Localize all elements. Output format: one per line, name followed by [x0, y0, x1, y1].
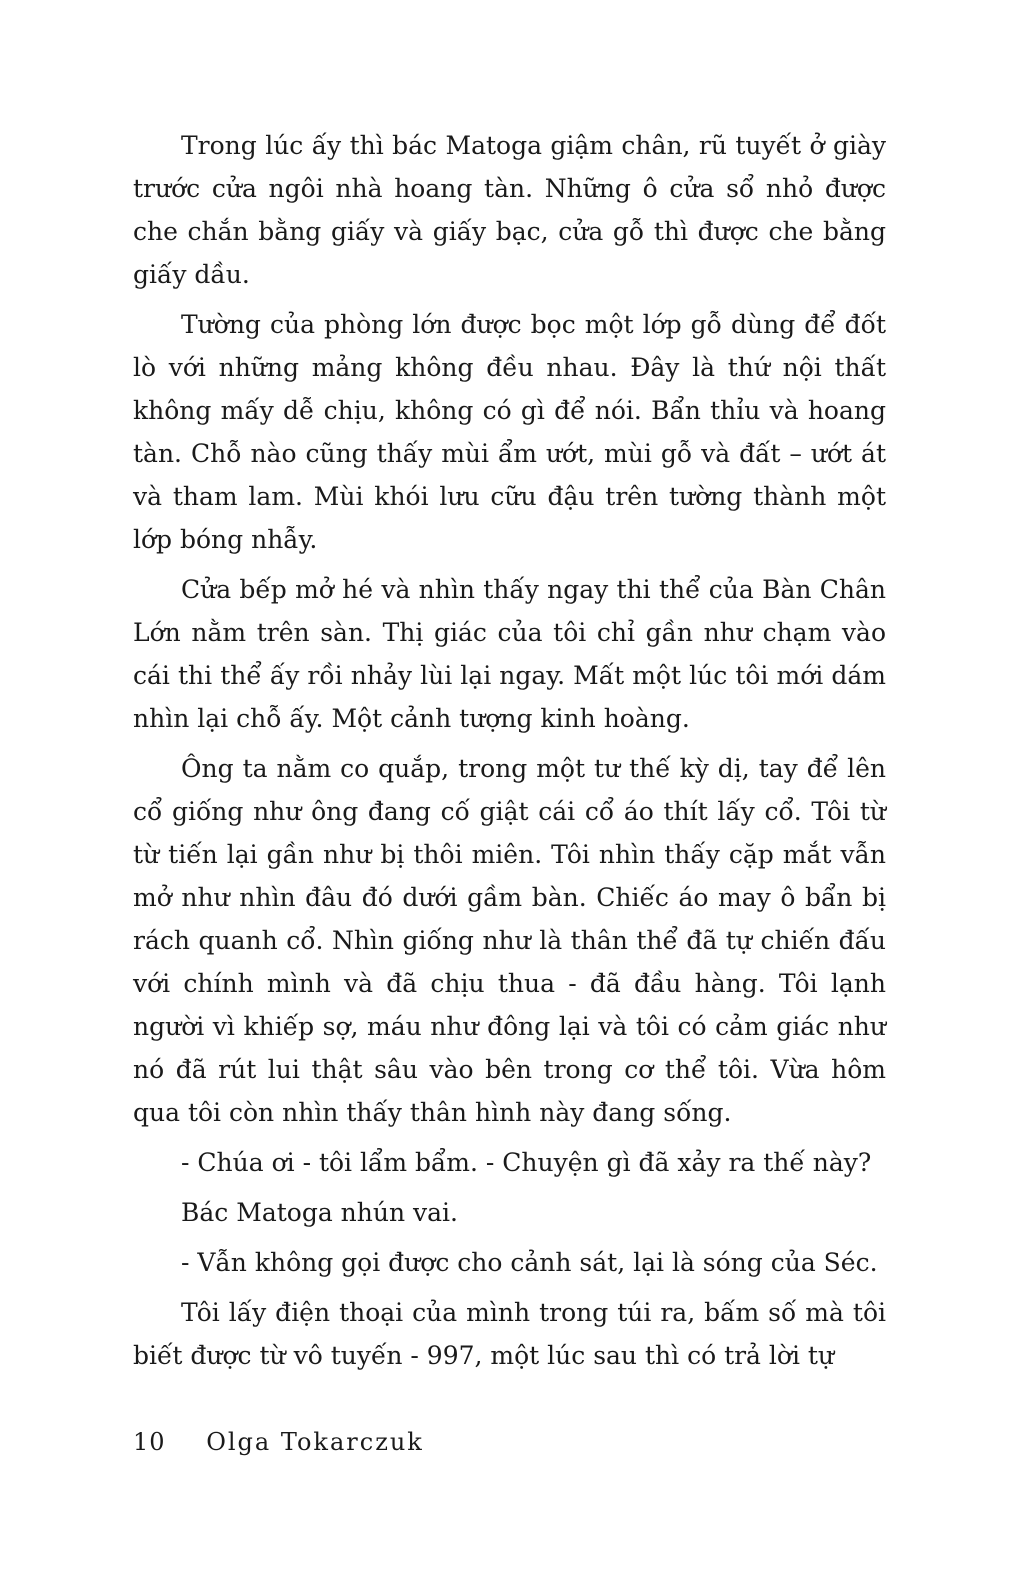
body-text	[133, 124, 886, 1384]
paragraph: Bác Matoga nhún vai.	[181, 1198, 459, 1227]
author-name: Olga Tokarczuk	[206, 1428, 424, 1456]
page-footer	[133, 1428, 424, 1456]
paragraph: Tường của phòng lớn được bọc một lớp gỗ dùng để đốt lò với những mảng không đều nhau. Đây là thứ nội thất không mấy dễ chịu, không có gì để nói. Bẩn thỉu và hoang tàn. Chỗ nào cũng thấy mùi ẩm ướt, mùi gỗ và đất – ướt át và tham lam. Mùi khói lưu cữu đậu trên tường thành một lớp bóng nhẫy.	[133, 310, 886, 554]
paragraph: Ông ta nằm co quắp, trong một tư thế kỳ dị, tay để lên cổ giống như ông đang cố giật cái cổ áo thít lấy cổ. Tôi từ từ tiến lại gần như bị thôi miên. Tôi nhìn thấy cặp mắt vẫn mở như nhìn đâu đó dưới gầm bàn. Chiếc áo may ô bẩn bị rách quanh cổ. Nhìn giống như là thân thể đã tự chiến đấu với chính mình và đã chịu thua - đã đầu hàng. Tôi lạnh người vì khiếp sợ, máu như đông lại và tôi có cảm giác như nó đã rút lui thật sâu vào bên trong cơ thể tôi. Vừa hôm qua tôi còn nhìn thấy thân hình này đang sống.	[133, 754, 886, 1127]
paragraph: Trong lúc ấy thì bác Matoga giậm chân, rũ tuyết ở giày trước cửa ngôi nhà hoang tàn. Những ô cửa sổ nhỏ được che chắn bằng giấy và giấy bạc, cửa gỗ thì được che bằng giấy dầu.	[133, 131, 886, 289]
paragraph: Cửa bếp mở hé và nhìn thấy ngay thi thể của Bàn Chân Lớn nằm trên sàn. Thị giác của tôi chỉ gần như chạm vào cái thi thể ấy rồi nhảy lùi lại ngay. Mất một lúc tôi mới dám nhìn lại chỗ ấy. Một cảnh tượng kinh hoàng.	[133, 575, 886, 733]
dialogue-line: - Vẫn không gọi được cho cảnh sát, lại là sóng của Séc.	[181, 1248, 878, 1277]
dialogue-line: - Chúa ơi - tôi lẩm bẩm. - Chuyện gì đã xảy ra thế này?	[181, 1148, 872, 1177]
paragraph: Tôi lấy điện thoại của mình trong túi ra, bấm số mà tôi biết được từ vô tuyến - 997, một lúc sau thì có trả lời tự	[133, 1298, 886, 1370]
page-number: 10	[133, 1428, 166, 1456]
